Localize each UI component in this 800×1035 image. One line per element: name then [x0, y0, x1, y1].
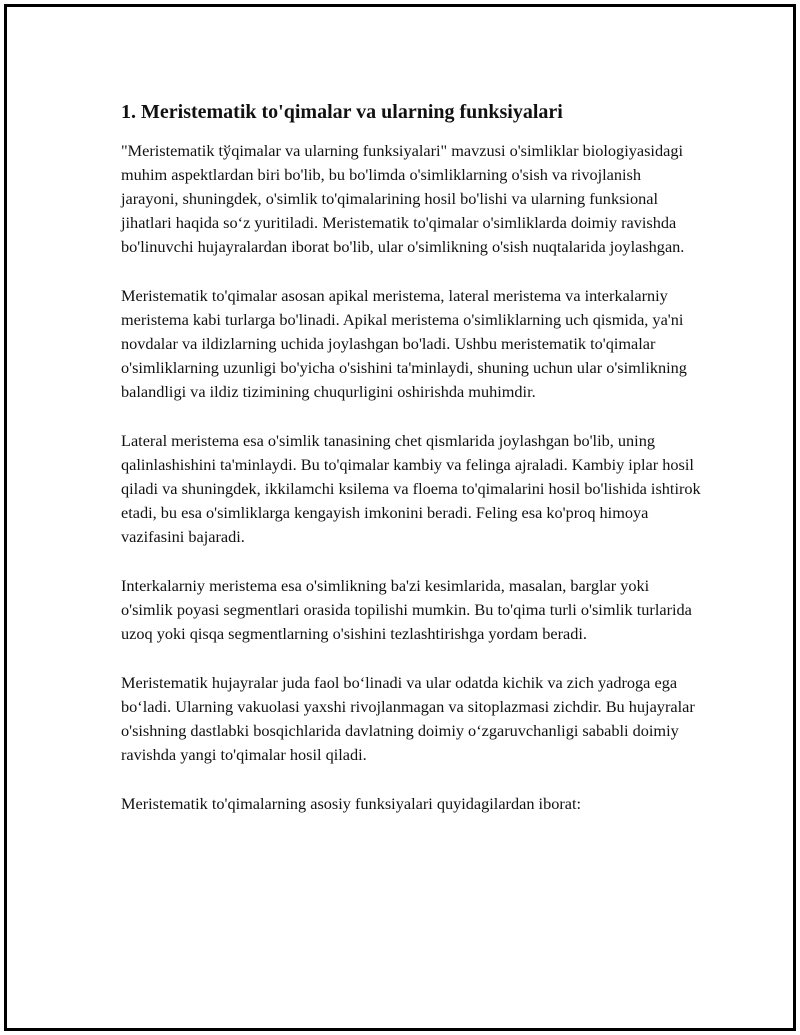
page-border [4, 4, 796, 1031]
paragraph-functions: Meristematik to'qimalarning asosiy funksiyalari quyidagilardan iborat: [121, 794, 582, 813]
paragraph-intercalary: Interkalarniy meristema esa o'simlikning ba'zi kesimlarida, masalan, barglar yoki o'simlik poyasi segmentlari orasida topilishi mumkin. Bu to'qima turli o'simlik turlarida uzoq yoki qisqa segmentlarning o'sishini tezlashtirishga yordam beradi. [121, 576, 692, 643]
document-body [121, 99, 701, 841]
paragraph-types: Meristematik to'qimalar asosan apikal meristema, lateral meristema va interkalarniy meristema kabi turlarga bo'linadi. Apikal meristema o'simliklarning uch qismida, ya'ni novdalar va ildizlarning uchida joylashgan bo'ladi. Ushbu meristematik to'qimalar o'simliklarning uzunligi bo'yicha o'sishini ta'minlaydi, shuning uchun ular o'simlikning balandligi va ildiz tizimining chuqurligini oshirishda muhimdir. [121, 286, 687, 401]
paragraph-lateral: Lateral meristema esa o'simlik tanasining chet qismlarida joylashgan bo'lib, uning qalinlashishini ta'minlaydi. Bu to'qimalar kambiy va felinga ajraladi. Kambiy iplar hosil qiladi va shuningdek, ikkilamchi ksilema va floema to'qimalarini hosil bo'lishida ishtirok etadi, bu esa o'simliklarga kengayish imkonini beradi. Feling esa ko'proq himoya vazifasini bajaradi. [121, 431, 701, 546]
paragraph-intro: "Meristematik tўqimalar va ularning funksiyalari" mavzusi o'simliklar biologiyasidagi muhim aspektlardan biri bo'lib, bu bo'limda o'simliklarning o'sish va rivojlanish jarayoni, shuningdek, o'simlik to'qimalarining hosil bo'lishi va ularning funksional jihatlari haqida so‘z yuritiladi. Meristematik to'qimalar o'simliklarda doimiy ravishda bo'linuvchi hujayralardan iborat bo'lib, ular o'simlikning o'sish nuqtalarida joylashgan. [121, 141, 685, 256]
paragraph-cells: Meristematik hujayralar juda faol bo‘linadi va ular odatda kichik va zich yadroga ega bo‘ladi. Ularning vakuolasi yaxshi rivojlanmagan va sitoplazmasi zichdir. Bu hujayralar o'sishning dastlabki bosqichlarida davlatning doimiy o‘zgaruvchanligi sababli doimiy ravishda yangi to'qimalar hosil qiladi. [121, 673, 695, 764]
section-heading: 1. Meristematik to'qimalar va ularning funksiyalari [121, 101, 563, 123]
